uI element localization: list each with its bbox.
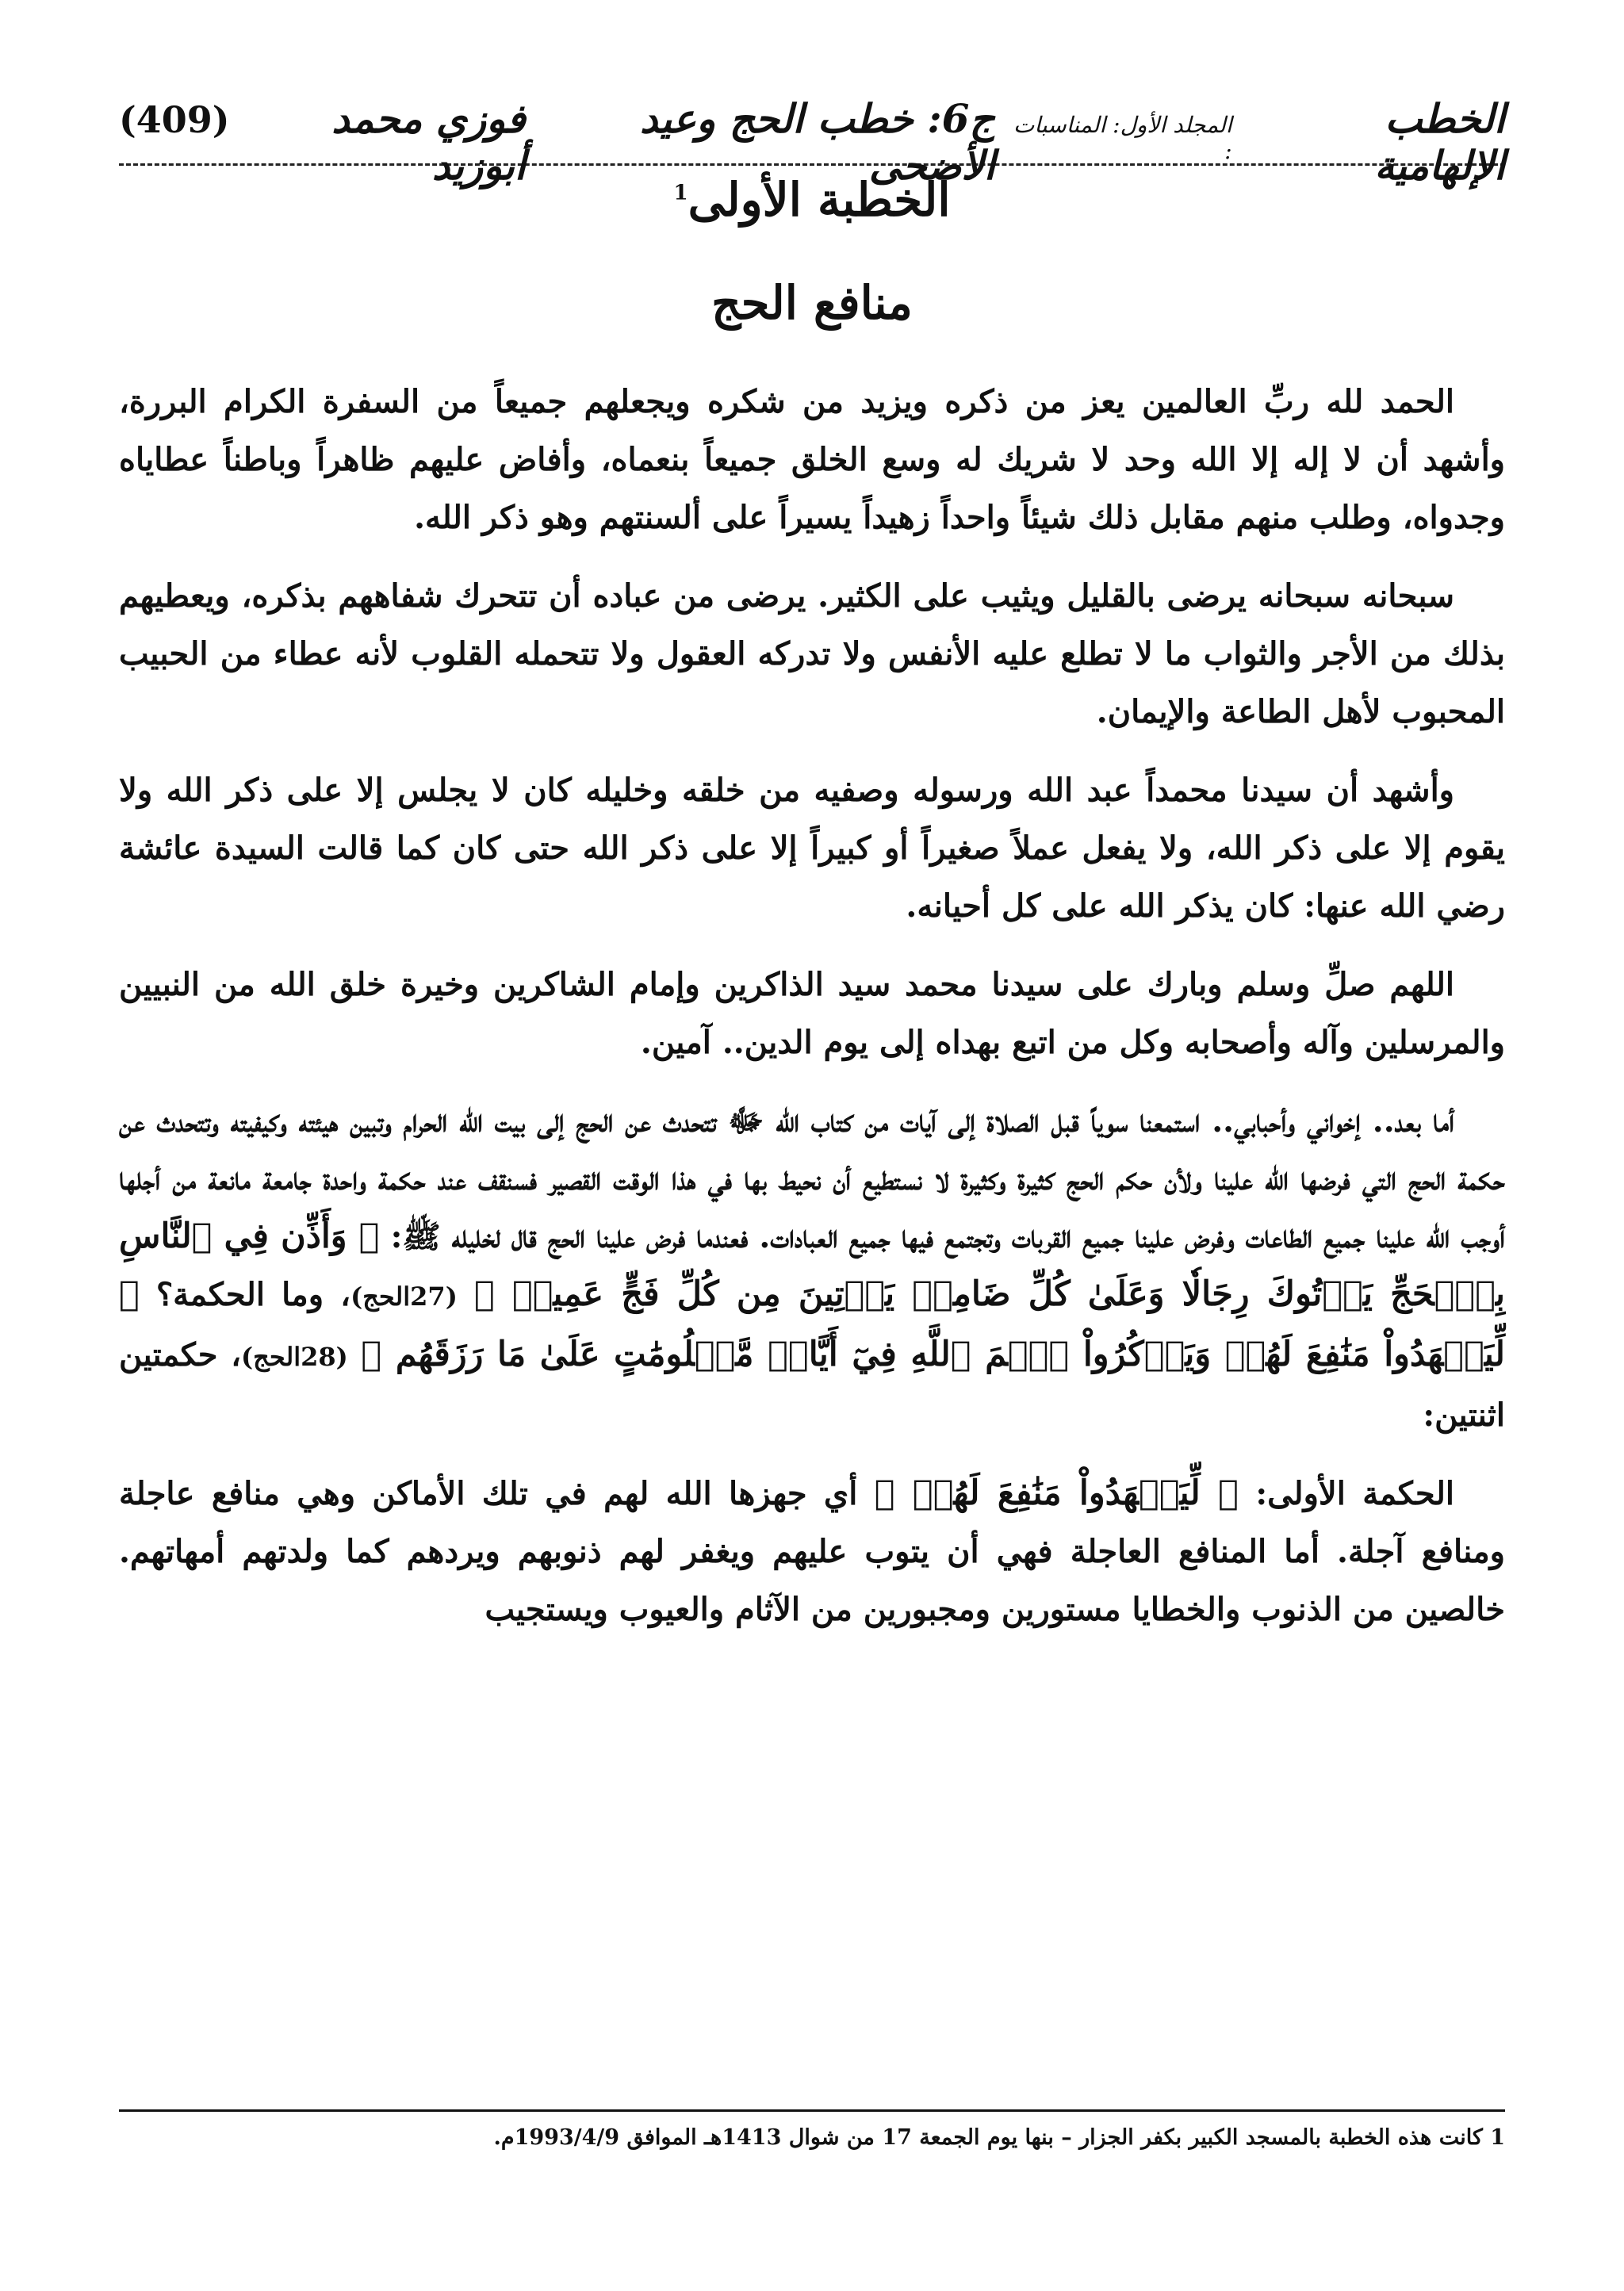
quran-verse-2: ﴿ لِّيَشۡهَدُواْ مَنَٰفِعَ لَهُمۡ وَيَذۡكُرُواْ ٱسۡمَ ٱللَّهِ فِيٓ أَيَّامٖ مَّعۡلُومَٰتٍ عَلَىٰ مَا رَزَقَهُم ﴾ [119, 1274, 1505, 1374]
paragraph-1: الحمد لله ربِّ العالمين يعز من ذكره ويزيد من شكره ويجعلهم جميعاً من السفرة الكرام البررة، وأشهد أن لا إله إلا الله وحد لا شريك له وسع الخلق جميعاً بنعماه، وأفاض عليهم ظاهراً وباطناً عطاياه وجدواه، وطلب منهم مقابل ذلك شيئاً واحداً زهيداً يسيراً على ألسنتهم وهو ذكر الله. [119, 383, 1506, 536]
footnote: 1 كانت هذه الخطبة بالمسجد الكبير بكفر الجزار – بنها يوم الجمعة 17 من شوال 1413هـ الموافق 1993/4/9م. [493, 2125, 1505, 2150]
paragraph-6-rest: أي جهزها الله لهم في تلك الأماكن وهي منافع عاجلة ومنافع آجلة. أما المنافع العاجلة فهي أن يتوب عليهم ويغفر لهم ذنوبهم ويردهم كما ولدتهم أمهاتهم. خالصين من الذنوب والخطايا مستورين ومجبورين من الآثام والعيوب ويستجيب [119, 1475, 1505, 1628]
volume-label: المجلد الأول: المناسبات : [1013, 112, 1232, 164]
paragraph-3: وأشهد أن سيدنا محمداً عبد الله ورسوله وصفيه من خلقه وخليله كان لا يجلس إلا على ذكر الله ولا يقوم إلا على ذكر الله، ولا يفعل عملاً صغيراً أو كبيراً إلا على ذكر الله حتى كان كما قالت السيدة عائشة رضي الله عنها: كان يذكر الله على كل أحيانه. [119, 772, 1505, 925]
verse-reference-2: (28الحج) [241, 1342, 348, 1372]
footnote-divider [119, 2109, 1505, 2112]
series-title: الخطب الإلهامية [1374, 95, 1505, 189]
author-name: فوزي محمد أبوزيد [331, 95, 526, 189]
quran-verse-3: ﴿ لِّيَشۡهَدُواْ مَنَٰفِعَ لَهُمۡ ﴾ [874, 1473, 1239, 1513]
chapter-title: ج6: خطب الحج وعيد الأضحى [639, 95, 995, 189]
footnote-marker: 1 [673, 181, 688, 205]
topic-title: منافع الحج [711, 276, 913, 330]
paragraph-5-mid: ، وما الحكمة؟ [155, 1276, 351, 1313]
paragraph-5-intro: أما بعد.. إخواني وأحبابي.. استمعنا سوياً قبل الصلاة إلى آيات من كتاب الله ﷻ تتحدث عن الحج إلى بيت الله الحرام وتبين هيئته وكيفيته وتتحدث عن حكمة الحج التي فرضها الله علينا ولأن حكم الحج كثيرة وكثيرة لا نستطيع أن نحيط بها في هذا الوقت القصير فسنقف عند حكمة واحدة جامعة مانعة من أجلها أوجب الله علينا جميع الطاعات وفرض علينا جميع القربات وتجتمع فيها جميع العبادات. فعندما فرض علينا الحج قال لخليله ﷺ: [119, 1102, 1505, 1255]
paragraph-5-outro: ، حكمتين اثنتين: [119, 1336, 1505, 1434]
quran-verse-1: ﴿ وَأَذِّن فِي ٱلنَّاسِ بِٱلۡحَجِّ يَأۡتُوكَ رِجَالٗا وَعَلَىٰ كُلِّ ضَامِرٖ يَأۡتِينَ مِن كُلِّ فَجٍّ عَمِيقٖ ﴾ [119, 1216, 1505, 1314]
body-text [119, 373, 1505, 1659]
paragraph-2: سبحانه سبحانه يرضى بالقليل ويثيب على الكثير. يرضى من عباده أن تتحرك شفاههم بذكره، ويعطيهم بذلك من الأجر والثواب ما لا تطلع عليه الأنفس ولا تدركه العقول ولا تتحمله القلوب لأنه عطاء من الحبيب المحبوب لأهل الطاعة والإيمان. [119, 577, 1506, 730]
paragraph-6 [119, 1465, 1505, 1638]
paragraph-4: اللهم صلِّ وسلم وبارك على سيدنا محمد سيد الذاكرين وإمام الشاكرين وخيرة خلق الله من النبيين والمرسلين وآله وأصحابه وكل من اتبع بهداه إلى يوم الدين.. آمين. [119, 966, 1505, 1061]
paragraph-6-intro: الحكمة الأولى: [1255, 1475, 1454, 1512]
paragraph-5 [119, 1092, 1505, 1444]
page-number: (409) [119, 98, 230, 141]
running-header [119, 95, 1505, 189]
khutba-title: الخطبة الأولى$^1$ [673, 173, 951, 227]
verse-reference-1: (27الحج) [350, 1282, 458, 1312]
